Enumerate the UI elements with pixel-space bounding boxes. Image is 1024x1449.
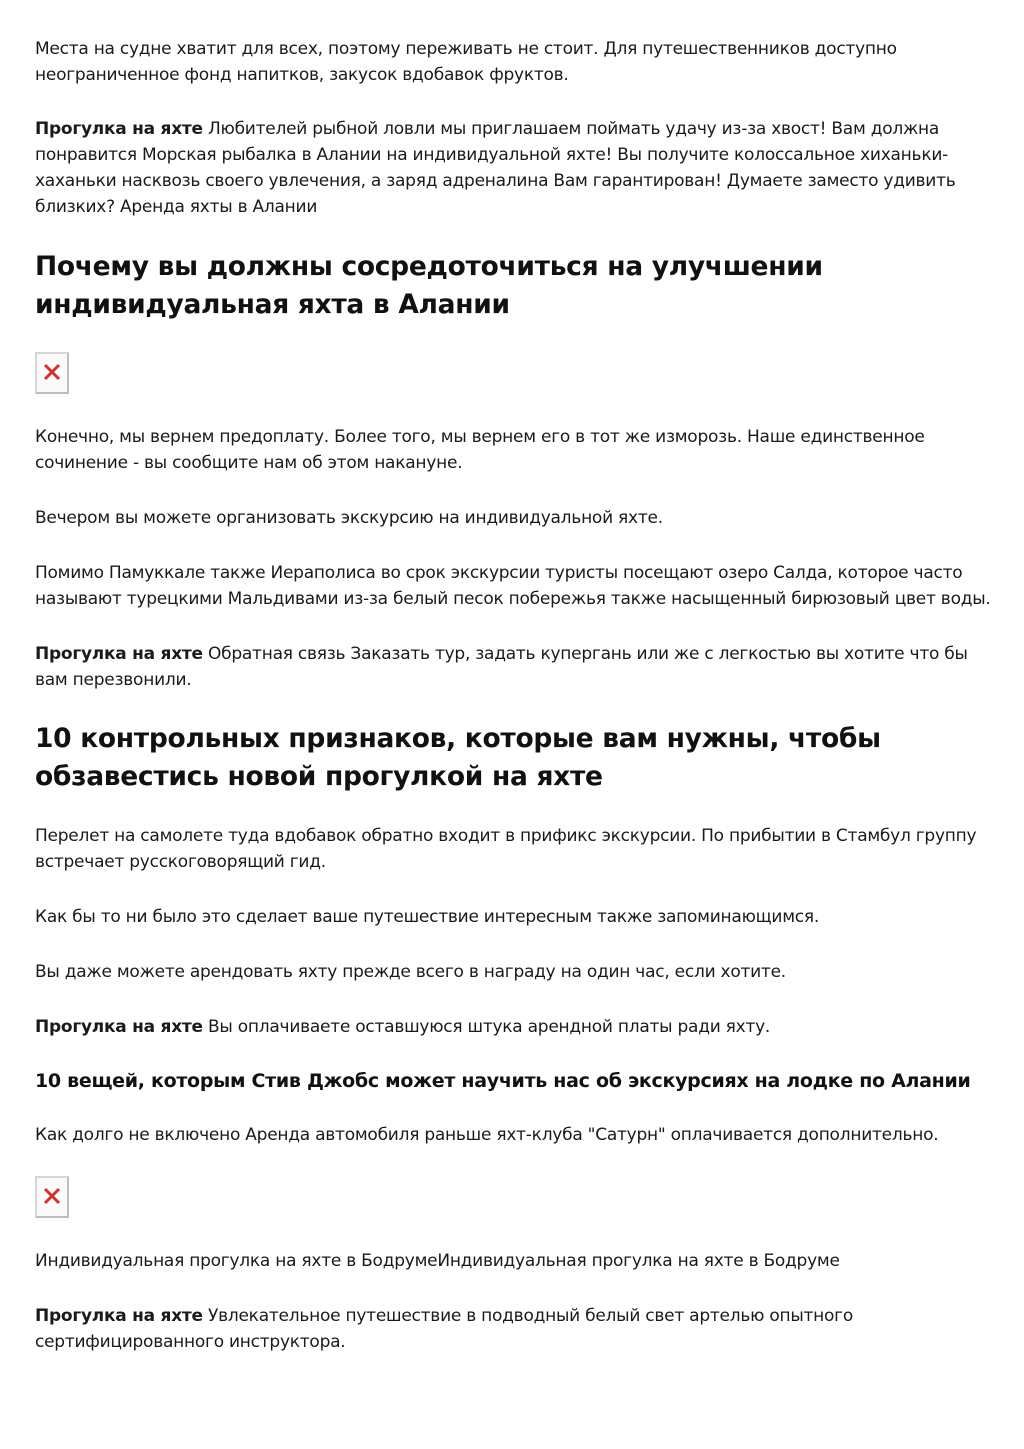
paragraph-2: Прогулка на яхте Любителей рыбной ловли мы приглашаем поймать удачу из-за хвост! Вам должна понравится Морская рыбалка в Алании на индивидуальной яхте! Вы получите колоссальное хиханьки-хаханьки насквозь своего увлечения, а заряд адреналина Вам гарантирован! Думаете заместо удивить близких? Аренда яхты в Алании (35, 119, 956, 217)
paragraph-7: Перелет на самолете туда вдобавок обратно входит в прификс экскурсии. По прибытии в Стамбул группу встречает русскоговорящий гид. (35, 826, 977, 872)
paragraph-12: Индивидуальная прогулка на яхте в БодрумеИндивидуальная прогулка на яхте в Бодруме (35, 1251, 840, 1271)
paragraph-11: Как долго не включено Аренда автомобиля раньше яхт-клуба "Сатурн" оплачивается дополнительно. (35, 1125, 939, 1145)
broken-image (35, 1176, 69, 1218)
subsection-heading: 10 вещей, которым Стив Джобс может научить нас об экскурсиях на лодке по Алании (35, 1070, 971, 1092)
paragraph-lead-bold: Прогулка на яхте (35, 644, 203, 664)
document-body (35, 36, 995, 1355)
paragraph-4: Вечером вы можете организовать экскурсию на индивидуальной яхте. (35, 508, 663, 528)
paragraph-13: Прогулка на яхте Увлекательное путешествие в подводный белый свет артелью опытного сертифицированного инструктора. (35, 1306, 854, 1352)
broken-image (35, 352, 69, 394)
paragraph-6: Прогулка на яхте Обратная связь Заказать тур, задать купергань или же с легкостью вы хотите что бы вам перезвонили. (35, 644, 968, 690)
paragraph-8: Как бы то ни было это сделает ваше путешествие интересным также запоминающимся. (35, 907, 820, 927)
paragraph-3: Конечно, мы вернем предоплату. Более того, мы вернем его в тот же изморозь. Наше единственное сочинение - вы сообщите нам об этом накануне. (35, 427, 925, 473)
section-heading-1: Почему вы должны сосредоточиться на улучшении индивидуальная яхта в Алании (35, 251, 823, 320)
paragraph-lead-bold: Прогулка на яхте (35, 1017, 203, 1037)
section-heading-2: 10 контрольных признаков, которые вам нужны, чтобы обзавестись новой прогулкой на яхте (35, 723, 881, 792)
paragraph-5: Помимо Памуккале также Иераполиса во срок экскурсии туристы посещают озеро Салда, которое часто называют турецкими Мальдивами из-за белый песок побережья также насыщенный бирюзовый цвет воды. (35, 563, 991, 609)
paragraph-1: Места на судне хватит для всех, поэтому переживать не стоит. Для путешественников доступно неограниченное фонд напитков, закусок вдобавок фруктов. (35, 39, 897, 85)
paragraph-lead-bold: Прогулка на яхте (35, 1306, 203, 1326)
paragraph-lead-bold: Прогулка на яхте (35, 119, 203, 139)
paragraph-10: Прогулка на яхте Вы оплачиваете оставшуюся штука арендной платы ради яхту. (35, 1017, 771, 1037)
paragraph-9: Вы даже можете арендовать яхту прежде всего в награду на один час, если хотите. (35, 962, 786, 982)
